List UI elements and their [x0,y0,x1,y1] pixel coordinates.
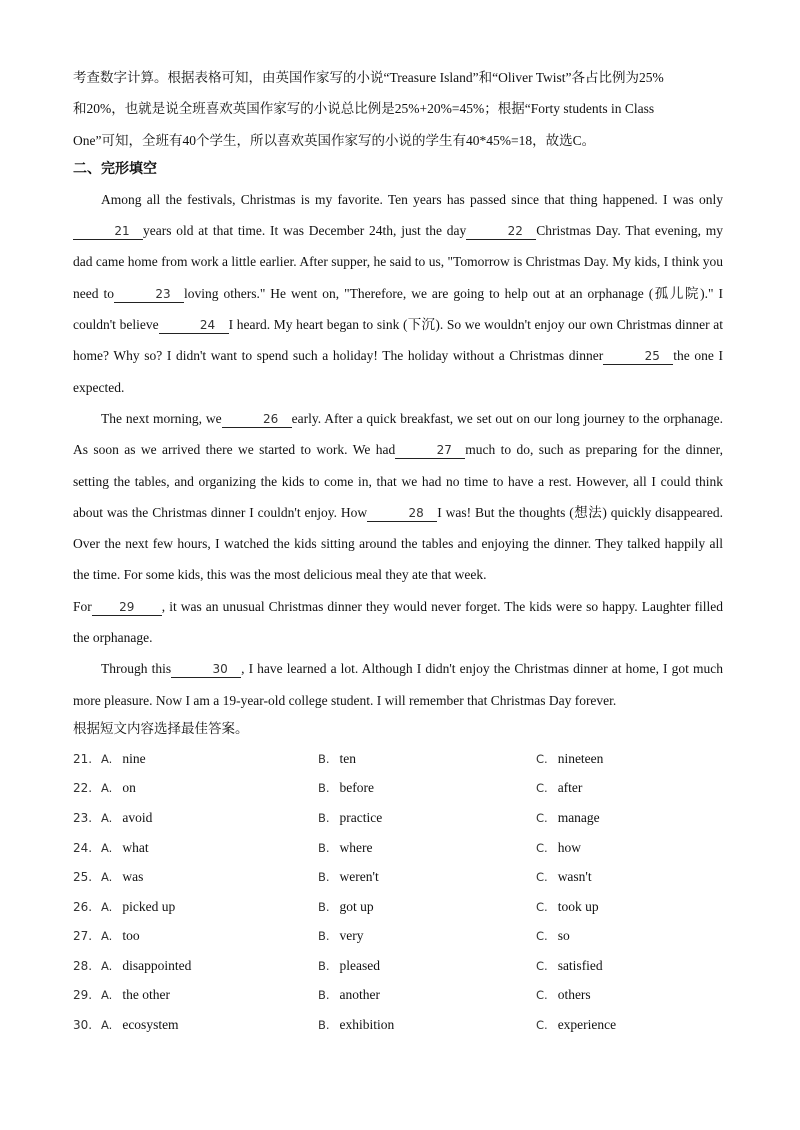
blank-23: 23 [114,287,184,303]
options-list [73,744,723,1040]
passage-text: Among all the festivals, Christmas is my favorite. Ten years has passed since that thing happened. I was only [101,191,723,207]
option-a[interactable] [101,869,318,885]
option-text: pleased [339,957,381,973]
option-text: practice [339,809,383,825]
option-text: ten [339,750,357,766]
question-row-24 [73,833,723,863]
option-letter: B. [318,988,330,1003]
option-text: the other [122,987,170,1003]
option-letter: C. [536,751,548,766]
option-text: got up [339,898,374,914]
option-letter: A. [101,810,113,825]
option-text: on [122,780,136,796]
option-letter: B. [318,840,330,855]
option-text: others [557,987,591,1003]
option-letter: C. [536,781,548,796]
option-text: before [339,780,375,796]
option-b[interactable] [318,869,536,885]
question-number: 24. [73,840,93,855]
question-number: 25. [73,870,93,885]
option-text: exhibition [339,1017,395,1033]
option-letter: C. [536,840,548,855]
option-letter: C. [536,958,548,973]
question-row-30 [73,1010,723,1040]
option-b[interactable] [318,987,536,1003]
option-letter: C. [536,1018,548,1033]
option-text: manage [557,809,600,825]
passage-text: The next morning, we [101,410,222,426]
passage-text: , I have learned a lot. Although I didn't enjoy the Christmas dinner at home, I got much more pleasure. Now I am a 19-year-old college student. I will remember that Christmas Day forever. [73,661,723,708]
option-text: weren't [339,869,379,885]
option-letter: B. [318,810,330,825]
option-text: nine [122,750,146,766]
blank-25: 25 [603,349,673,365]
option-text: too [122,928,140,944]
option-a[interactable] [101,928,318,944]
option-a[interactable] [101,899,318,915]
explanation-line: 和20%，也就是说全班喜欢英国作家写的小说总比例是25%+20%=45%；根据“Forty students in Class [73,101,655,117]
option-c[interactable] [536,869,592,885]
option-letter: A. [101,840,113,855]
option-b[interactable] [318,751,536,767]
passage-text: , it was an unusual Christmas dinner they would never forget. The kids were so happy. Laughter filled the orphanage. [73,598,723,646]
option-letter: C. [536,870,548,885]
question-number: 29. [73,988,93,1003]
option-letter: C. [536,929,548,944]
blank-26: 26 [222,412,292,428]
option-b[interactable] [318,899,536,915]
option-text: picked up [122,898,176,914]
passage-text: the one I expected. [73,348,724,395]
option-c[interactable] [536,987,591,1003]
explanation-line: One”可知，全班有40个学生，所以喜欢英国作家写的小说的学生有40*45%=18，故选C。 [73,132,596,148]
option-text: very [339,928,364,944]
option-b[interactable] [318,958,536,974]
option-letter: B. [318,899,330,914]
option-text: was [122,869,144,885]
passage-text: early. After a quick breakfast, we set out on our long journey to the orphanage. As soon as we arrived there we started to work. We had [73,410,723,458]
passage-text: For [73,598,92,614]
question-row-27 [73,922,723,952]
option-text: how [557,839,581,855]
question-row-23 [73,803,723,833]
question-row-22 [73,774,723,804]
passage-text: I heard. My heart began to sink (下沉). So we wouldn't enjoy our own Christmas dinner at home? Why so? I didn't want to spend such a holiday! The holiday without a Christmas dinner [73,317,723,364]
option-letter: C. [536,988,548,1003]
option-text: ecosystem [122,1017,179,1033]
question-number: 28. [73,958,93,973]
blank-27: 27 [395,443,465,459]
option-a[interactable] [101,987,318,1003]
option-text: avoid [122,809,153,825]
question-number: 27. [73,929,93,944]
option-letter: B. [318,958,330,973]
option-c[interactable] [536,751,603,767]
passage-text: I was! But the thoughts (想法) quickly disappeared. Over the next few hours, I watched the kids sitting around the tables and enjoying the dinner. They talked happily all the time. For some kids, this was the most delicious meal they ate that week. [73,504,723,583]
option-text: took up [557,898,599,914]
option-letter: A. [101,929,113,944]
option-text: after [557,780,583,796]
explanation-line: 考查数字计算。根据表格可知，由英国作家写的小说“Treasure Island”和“Oliver Twist”各占比例为25% [73,70,664,85]
option-c[interactable] [536,780,582,796]
option-b[interactable] [318,780,536,796]
option-c[interactable] [536,958,603,974]
question-number: 30. [73,1018,93,1033]
option-text: wasn't [557,869,592,885]
passage-text: loving others." He went on, "Therefore, we are going to help out at an orphanage (孤儿院)." I couldn't believe [73,285,723,333]
option-b[interactable] [318,928,536,944]
option-letter: B. [318,929,330,944]
explanation-paragraph [73,62,723,156]
option-letter: B. [318,870,330,885]
option-letter: B. [318,1018,330,1033]
question-number: 23. [73,810,93,825]
question-number: 26. [73,899,93,914]
passage-text: Through this [101,661,172,677]
blank-30: 30 [171,662,241,678]
option-text: what [122,839,149,855]
option-text: nineteen [557,750,604,766]
instruction-text: 根据短文内容选择最佳答案。 [73,720,249,736]
document-page [73,62,723,1040]
option-letter: A. [101,988,113,1003]
option-a[interactable] [101,751,318,767]
option-letter: B. [318,781,330,796]
option-letter: A. [101,958,113,973]
question-row-29 [73,981,723,1011]
passage-text: much to do, such as preparing for the dinner, setting the tables, and organizing the kids to come in, that we had no time to have a rest. However, all I could think about was the Christmas dinner I couldn't enjoy. How [73,442,723,520]
option-letter: A. [101,870,113,885]
option-c[interactable] [536,840,581,856]
blank-28: 28 [367,506,437,522]
passage-paragraph-2 [73,403,723,591]
option-b[interactable] [318,840,536,856]
blank-29: 29 [92,600,162,616]
option-c[interactable] [536,928,570,944]
option-b[interactable] [318,1017,536,1033]
option-a[interactable] [101,780,318,796]
option-a[interactable] [101,840,318,856]
option-b[interactable] [318,810,536,826]
option-letter: A. [101,899,113,914]
question-row-21 [73,744,723,774]
question-number: 22. [73,781,93,796]
option-letter: C. [536,899,548,914]
option-letter: A. [101,751,113,766]
option-letter: C. [536,810,548,825]
option-text: another [339,987,381,1003]
option-text: experience [557,1017,617,1033]
option-a[interactable] [101,1017,318,1033]
option-text: satisfied [557,957,603,973]
passage-text: years old at that time. It was December 24th, just the day [143,223,467,239]
blank-22: 22 [466,224,536,240]
passage-paragraph-4 [73,653,723,716]
option-letter: A. [101,781,113,796]
question-row-25 [73,862,723,892]
question-number: 21. [73,751,93,766]
passage-paragraph-3 [73,591,723,654]
option-c[interactable] [536,899,599,915]
passage-text: Christmas Day. That evening, my dad came home from work a little earlier. After supper, he said to us, "Tomorrow is Christmas Day. My kids, I think you need to [73,223,723,301]
section-heading: 二、完形填空 [73,160,157,177]
blank-24: 24 [159,318,229,334]
question-row-26 [73,892,723,922]
option-c[interactable] [536,1017,616,1033]
option-a[interactable] [101,810,318,826]
option-letter: B. [318,751,330,766]
option-text: disappointed [122,957,192,973]
question-row-28 [73,951,723,981]
option-a[interactable] [101,958,318,974]
blank-21: 21 [73,224,143,240]
option-text: where [339,839,373,855]
option-c[interactable] [536,810,600,826]
passage-paragraph-1 [73,184,723,403]
option-letter: A. [101,1018,113,1033]
option-text: so [557,928,570,944]
